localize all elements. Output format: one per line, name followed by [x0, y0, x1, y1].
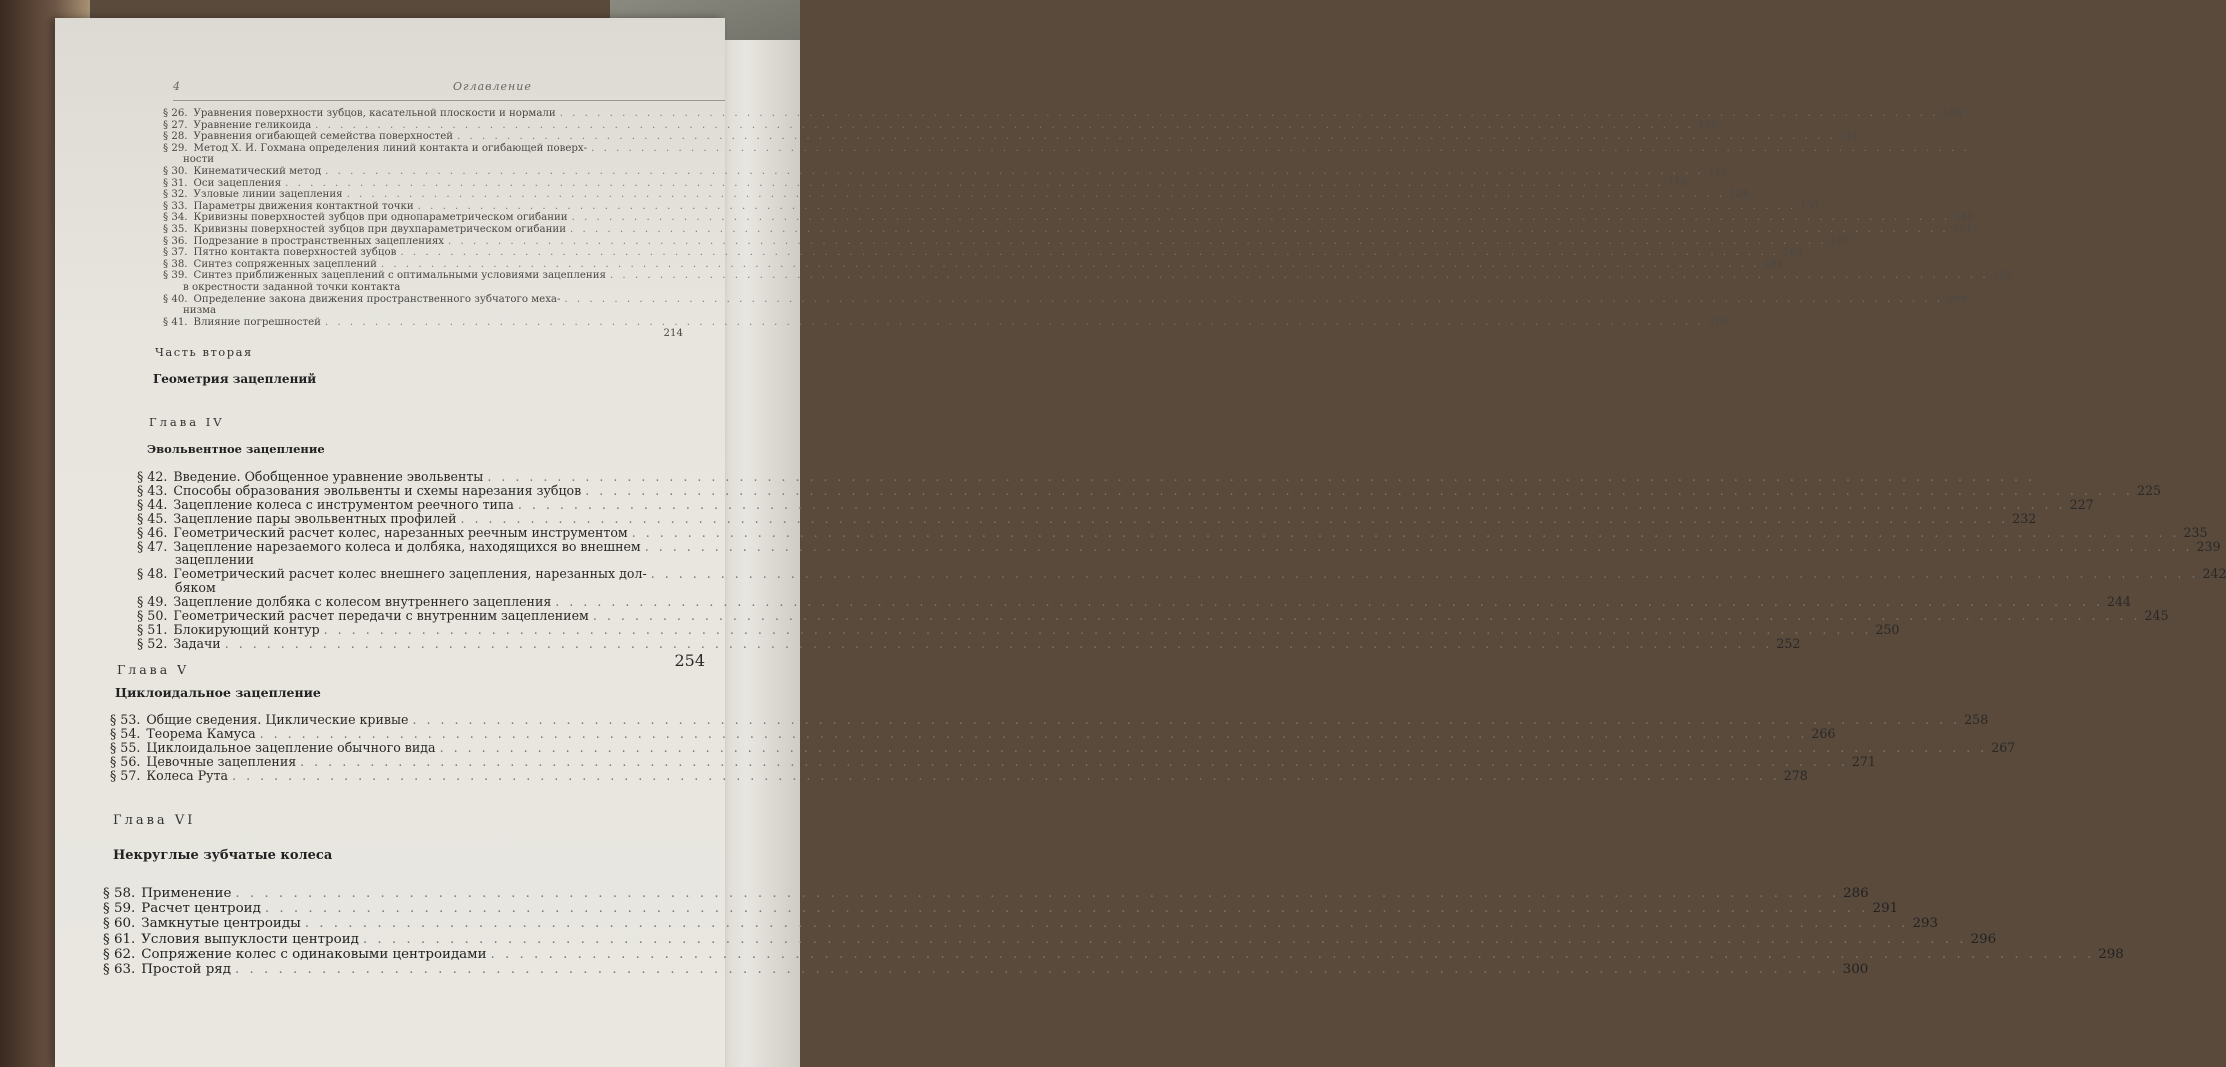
- toc-entry: [137, 538, 2221, 554]
- section-title: Определение закона движения пространственного зубчатого меха-: [193, 293, 561, 305]
- section-title: Блокирующий контур: [173, 621, 320, 637]
- dot-leader: [363, 932, 1967, 947]
- chapter4-entries: [137, 469, 2226, 670]
- section-title: Замкнутые центроиды: [141, 916, 301, 932]
- section-number: § 30.: [163, 165, 188, 177]
- section-number: § 47.: [137, 538, 168, 554]
- dot-leader: [448, 236, 1827, 248]
- chapter6-entries: [103, 886, 2124, 978]
- dot-leader: [610, 270, 1989, 282]
- section-number: § 49.: [137, 594, 168, 610]
- dot-leader: [651, 567, 2199, 581]
- dot-leader: [325, 166, 1704, 178]
- dot-leader: [412, 713, 1960, 727]
- section-number: § 40.: [163, 293, 188, 305]
- section-number: § 62.: [103, 946, 136, 962]
- section-title: Кинематический метод: [193, 165, 322, 177]
- section-number: § 43.: [137, 482, 168, 498]
- toc-entry: [103, 962, 1869, 978]
- page-ref: 293: [1912, 916, 1938, 932]
- section-number: § 35.: [163, 223, 188, 235]
- section-title-continuation: зацеплении: [175, 552, 254, 568]
- toc-entry: [110, 767, 1808, 783]
- section-number: § 34.: [163, 212, 188, 224]
- chapter6-label: Глава VI: [113, 813, 196, 828]
- part-title: Геометрия зацеплений: [153, 372, 317, 386]
- toc-entry: [163, 247, 1803, 259]
- toc-entry: [163, 235, 1851, 248]
- section-title: Условия выпуклости центроид: [141, 931, 359, 947]
- section-number: § 55.: [110, 739, 141, 755]
- section-number: § 61.: [103, 931, 136, 947]
- dot-leader: [315, 120, 1694, 132]
- section-number: § 51.: [137, 621, 168, 637]
- section-number: § 45.: [137, 510, 168, 526]
- section-number: § 57.: [110, 767, 141, 783]
- toc-entry: [163, 131, 1860, 143]
- section-number: § 50.: [137, 608, 168, 624]
- section-title-continuation: в окрестности заданной точки контакта: [183, 281, 401, 293]
- dot-leader: [570, 224, 1949, 236]
- toc-entry: [137, 566, 2226, 582]
- section-title: Подрезание в пространственных зацеплениях: [193, 235, 445, 247]
- section-title: Зацепление нарезаемого колеса и долбяка, находящихся во внешнем: [173, 538, 641, 554]
- page-ref: 140: [1954, 212, 1974, 224]
- page-ref-extra: 214: [663, 328, 683, 340]
- toc-entry: [163, 177, 1688, 190]
- section-title: Метод Х. И. Гохмана определения линий контакта и огибающей поверх-: [193, 142, 588, 154]
- section-number: § 63.: [103, 962, 136, 978]
- dot-leader: [305, 916, 1909, 931]
- toc-entry: [137, 621, 1900, 637]
- section-title: Цевочные зацепления: [146, 753, 297, 769]
- section-title: Влияние погрешностей: [193, 316, 321, 328]
- running-title: Оглавление: [453, 80, 532, 93]
- section-number: § 42.: [137, 469, 168, 484]
- toc-entry: [137, 594, 2132, 610]
- toc-entry: [163, 200, 1820, 213]
- dot-leader: [300, 755, 1848, 769]
- dot-leader: [418, 201, 1797, 213]
- section-number: § 32.: [163, 189, 188, 201]
- section-title: Зацепление долбяка с колесом внутреннего зацепления: [173, 594, 552, 610]
- section-number: § 58.: [103, 886, 136, 901]
- section-title: Геометрический расчет колес внешнего зацепления, нарезанных дол-: [173, 566, 647, 582]
- dot-leader: [225, 637, 1773, 651]
- section-title: Уравнения поверхности зубцов, касательной плоскости и нормали: [193, 108, 556, 119]
- part-label: Часть вторая: [155, 345, 253, 359]
- page-number: 4: [173, 80, 180, 93]
- page-ref: 298: [2098, 946, 2124, 962]
- section-number: § 33.: [163, 200, 188, 212]
- section-title: Параметры движения контактной точки: [193, 200, 414, 212]
- section-number: § 29.: [163, 142, 188, 154]
- section-title: Задачи: [173, 635, 221, 651]
- page-ref: 266: [1811, 725, 1836, 741]
- section-title: Зацепление пары эвольвентных профилей: [173, 510, 457, 526]
- dot-leader: [232, 769, 1780, 783]
- section-number: § 39.: [163, 270, 188, 282]
- toc-entry: [137, 510, 2037, 526]
- running-header: [173, 80, 725, 101]
- toc-entry: [163, 293, 1967, 306]
- toc-entry: [163, 270, 2013, 282]
- section-title: Введение. Обобщенное уравнение эвольвенты: [173, 469, 484, 484]
- toc-entry: [137, 470, 705, 484]
- dot-leader: [487, 470, 2035, 484]
- section-number: § 54.: [110, 725, 141, 741]
- toc-entry: [137, 524, 2208, 540]
- toc-entry: [103, 946, 2124, 962]
- toc-entry: [163, 258, 1784, 271]
- toc-entry: [163, 143, 683, 155]
- toc-entry: [163, 108, 1962, 120]
- chapter4-title: Эвольвентное зацепление: [147, 442, 325, 456]
- page-ref: 210: [1707, 316, 1728, 328]
- toc-entry: [137, 482, 2161, 498]
- section-number: § 44.: [137, 496, 168, 512]
- page-ref: 242: [2202, 566, 2226, 582]
- dot-leader: [381, 259, 1760, 271]
- dot-leader: [585, 484, 2133, 498]
- section-number: § 38.: [163, 258, 188, 270]
- page-ref: 252: [1776, 635, 1801, 651]
- toc-entry: [163, 119, 1718, 132]
- section-number: § 59.: [103, 901, 136, 917]
- section-number: § 60.: [103, 916, 136, 932]
- dot-leader: [400, 247, 1779, 259]
- page-ref: 225: [2136, 482, 2161, 498]
- toc-entry: [137, 635, 1801, 651]
- dot-leader: [325, 317, 1704, 329]
- section-title: Зацепление колеса с инструментом реечного типа: [173, 496, 514, 512]
- page-ref: 151: [1952, 223, 1973, 235]
- section-title: Общие сведения. Циклические кривые: [146, 712, 409, 727]
- section-title: Расчет центроид: [141, 901, 261, 917]
- section-title: Кривизны поверхностей зубцов при однопараметрическом огибании: [193, 212, 568, 224]
- chapter5-entries: [110, 712, 2016, 783]
- page-ref: 258: [1964, 712, 1989, 727]
- toc-entry: [110, 739, 2016, 755]
- toc-entry: [103, 931, 1997, 947]
- dot-leader: [632, 526, 2180, 540]
- section-title-continuation: низма: [183, 305, 217, 317]
- page-ref: 115: [1707, 165, 1728, 177]
- toc-entry: [163, 165, 1728, 178]
- page-ref: 286: [1843, 886, 1869, 901]
- page-ref: 184: [1763, 258, 1784, 270]
- section-number: § 56.: [110, 753, 141, 769]
- dot-leader: [560, 108, 1939, 120]
- section-title: Применение: [141, 886, 232, 901]
- section-title: Сопряжение колес с одинаковыми центроидами: [141, 946, 487, 962]
- section-title: Синтез приближенных зацеплений с оптимальными условиями зацепления: [193, 270, 606, 282]
- toc-entry: [163, 223, 1973, 236]
- section-title: Оси зацепления: [193, 177, 282, 189]
- page-ref-extra: 254: [674, 650, 705, 670]
- section-title: Циклоидальное зацепление обычного вида: [146, 739, 436, 755]
- section-number: § 36.: [163, 235, 188, 247]
- section-title: Уравнения огибающей семейства поверхностей: [193, 131, 454, 143]
- dot-leader: [265, 901, 1869, 916]
- section-number: § 26.: [163, 108, 188, 119]
- section-title: Узловые линии зацепления: [193, 189, 343, 201]
- section-title: Синтез сопряженных зацеплений: [193, 258, 377, 270]
- dot-leader: [491, 947, 2095, 962]
- toc-top-section: [163, 108, 2013, 340]
- page-ref: 167: [1830, 235, 1851, 247]
- page-ref: 300: [1842, 962, 1869, 978]
- dot-leader: [593, 609, 2141, 623]
- page-ref: 232: [2012, 510, 2037, 526]
- section-number: § 48.: [137, 566, 168, 582]
- chapter6-title: Некруглые зубчатые колеса: [113, 848, 333, 863]
- toc-entry: [110, 753, 1876, 769]
- section-title: Колеса Рута: [146, 767, 229, 783]
- section-number: § 52.: [137, 635, 168, 651]
- dot-leader: [440, 741, 1988, 755]
- page-ref: 239: [2196, 538, 2221, 554]
- chapter5-label: Глава V: [117, 662, 190, 677]
- dot-leader: [235, 886, 1839, 901]
- dot-leader: [460, 512, 2008, 526]
- page-ref: 235: [2183, 524, 2208, 540]
- page-ref: 245: [2144, 608, 2169, 624]
- section-title: Теорема Камуса: [146, 725, 256, 741]
- toc-entry: [103, 886, 1869, 901]
- section-number: § 28.: [163, 131, 188, 143]
- dot-leader: [518, 498, 2066, 512]
- dot-leader: [285, 178, 1664, 190]
- page-ref: 137: [1800, 200, 1820, 212]
- page-ref: 204: [1947, 293, 1967, 305]
- book-page: [55, 18, 2226, 1067]
- page-ref: 118: [1667, 177, 1688, 189]
- section-title: Геометрический расчет передачи с внутренним зацеплением: [173, 608, 589, 624]
- page-ref: 291: [1872, 901, 1899, 917]
- dot-leader: [645, 540, 2193, 554]
- section-title: Уравнение геликоида: [193, 119, 312, 131]
- chapter4-label: Глава IV: [149, 415, 225, 429]
- page-ref: 106: [1942, 108, 1962, 119]
- page-ref: 111: [1839, 131, 1860, 143]
- page-ref: 227: [2069, 496, 2094, 512]
- section-title: Геометрический расчет колес, нарезанных реечным инструментом: [173, 524, 628, 540]
- toc-entry: [103, 916, 1938, 932]
- page-ref: 244: [2107, 594, 2132, 610]
- toc-entry: [163, 212, 1974, 224]
- page-ref: 109: [1697, 119, 1718, 131]
- section-title: Простой ряд: [141, 962, 231, 978]
- toc-entry: [137, 608, 2169, 624]
- toc-entry: [163, 189, 1749, 201]
- dot-leader: [260, 727, 1808, 741]
- dot-leader: [324, 623, 1872, 637]
- page-ref: 271: [1851, 753, 1876, 769]
- page-ref: 168: [1783, 247, 1803, 259]
- chapter5-title: Циклоидальное зацепление: [115, 685, 321, 700]
- section-number: § 53.: [110, 712, 141, 727]
- dot-leader: [347, 189, 1726, 201]
- dot-leader: [457, 131, 1836, 143]
- toc-entry: [110, 712, 1989, 727]
- section-number: § 37.: [163, 247, 188, 259]
- page-ref: 250: [1875, 621, 1900, 637]
- page-ref: 124: [1729, 189, 1749, 201]
- dot-leader: [572, 212, 1951, 224]
- section-title: Пятно контакта поверхностей зубцов: [193, 247, 397, 259]
- page-ref: 267: [1991, 739, 2016, 755]
- dot-leader: [555, 595, 2103, 609]
- section-number: § 46.: [137, 524, 168, 540]
- section-title-continuation: бяком: [175, 580, 216, 596]
- section-number: § 31.: [163, 177, 188, 189]
- toc-entry: [163, 316, 1728, 329]
- dot-leader: [591, 143, 1970, 155]
- dot-leader: [564, 294, 1943, 306]
- page-ref: 278: [1783, 767, 1808, 783]
- section-number: § 27.: [163, 119, 188, 131]
- toc-entry: [103, 901, 1899, 917]
- section-number: § 41.: [163, 316, 188, 328]
- dot-leader: [235, 962, 1839, 977]
- page-ref: 296: [1970, 931, 1997, 947]
- toc-entry: [137, 496, 2094, 512]
- toc-entry: [110, 725, 1836, 741]
- section-title: Кривизны поверхностей зубцов при двухпараметрическом огибании: [193, 223, 566, 235]
- page-ref: 192: [1992, 270, 2013, 282]
- section-title-continuation: ности: [183, 154, 215, 166]
- section-title: Способы образования эвольвенты и схемы нарезания зубцов: [173, 482, 582, 498]
